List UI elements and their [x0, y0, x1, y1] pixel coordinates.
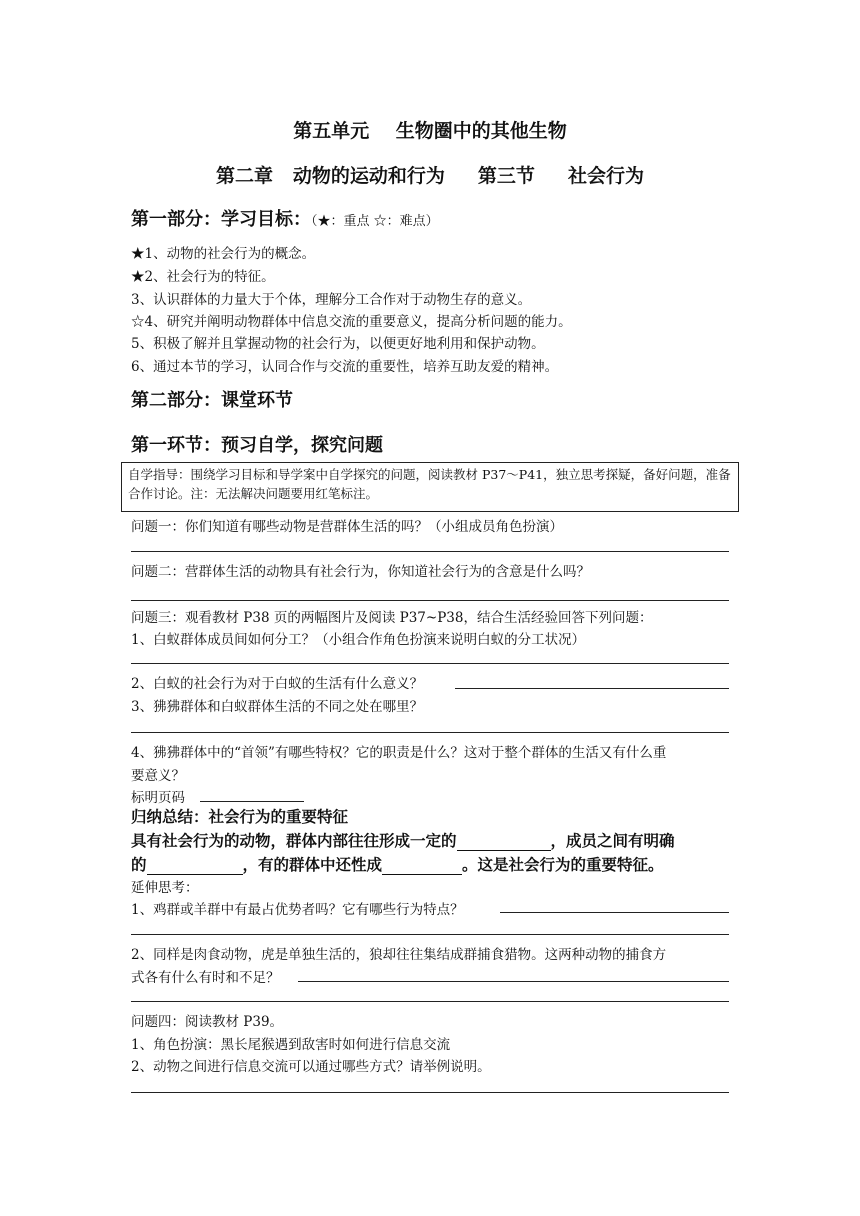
part1-heading-row [131, 205, 439, 231]
goal-item: 6、通过本节的学习，认同合作与交流的重要性，培养互助友爱的精神。 [131, 359, 559, 375]
part1-legend: （★：重点 ☆：难点） [311, 214, 439, 229]
answer-line[interactable] [131, 663, 729, 664]
answer-line[interactable] [131, 1001, 729, 1002]
part1-heading: 第一部分：学习目标： [131, 209, 311, 230]
goal-item: 5、积极了解并且掌握动物的社会行为，以便更好地利用和保护动物。 [131, 336, 545, 352]
question-3-4: 4、狒狒群体中的“首领”有哪些特权？它的职责是什么？这对于整个群体的生活又有什么重 [131, 745, 667, 761]
summary-text: ，有的群体中还性成 [242, 856, 383, 874]
summary-text: 具有社会行为的动物，群体内部往往形成一定的 [131, 832, 457, 850]
section1-heading: 第一环节：预习自学，探究问题 [131, 435, 383, 456]
extend-question-2-cont: 式各有什么有时和不足？ [131, 970, 280, 986]
goal-item: ★1、动物的社会行为的概念。 [131, 246, 316, 262]
page-mark-blank[interactable] [200, 801, 304, 802]
answer-line[interactable] [455, 688, 729, 689]
goal-item: ☆4、研究并阐明动物群体中信息交流的重要意义，提高分析问题的能力。 [131, 314, 572, 330]
summary-line-1 [131, 829, 675, 851]
self-study-guide-box [121, 462, 739, 512]
question-3: 问题三：观看教材 P38 页的两幅图片及阅读 P37~P38，结合生活经验回答下列问题： [131, 610, 653, 626]
answer-line[interactable] [131, 934, 729, 935]
question-3-2: 2、白蚁的社会行为对于白蚁的生活有什么意义？ [131, 676, 424, 692]
question-4-1: 1、角色扮演：黑长尾猴遇到敌害时如何进行信息交流 [131, 1037, 451, 1053]
extend-question-1: 1、鸡群或羊群中有最占优势者吗？它有哪些行为特点？ [131, 902, 464, 918]
summary-heading: 归纳总结：社会行为的重要特征 [131, 808, 349, 826]
summary-line-2 [131, 853, 664, 875]
goal-item: 3、认识群体的力量大于个体，理解分工合作对于动物生存的意义。 [131, 292, 532, 308]
answer-line[interactable] [298, 981, 729, 982]
unit-title: 第五单元 生物圈中的其他生物 [293, 120, 567, 142]
question-2: 问题二：营群体生活的动物具有社会行为，你知道社会行为的含意是什么吗？ [131, 564, 590, 580]
fill-blank[interactable] [382, 856, 462, 875]
summary-text: ，成员之间有明确 [550, 832, 675, 850]
answer-line[interactable] [131, 600, 729, 601]
part2-heading: 第二部分：课堂环节 [131, 390, 293, 411]
fill-blank[interactable] [457, 832, 551, 851]
question-1: 问题一：你们知道有哪些动物是营群体生活的吗？（小组成员角色扮演） [131, 519, 563, 535]
answer-line[interactable] [500, 912, 729, 913]
page-mark-label: 标明页码 [131, 790, 185, 806]
extend-heading: 延伸思考： [131, 880, 199, 896]
question-3-1: 1、白蚁群体成员间如何分工？（小组合作角色扮演来说明白蚁的分工状况） [131, 632, 586, 648]
answer-line[interactable] [131, 1092, 729, 1093]
question-4-2: 2、动物之间进行信息交流可以通过哪些方式？请举例说明。 [131, 1059, 491, 1075]
fill-blank[interactable] [147, 856, 243, 875]
question-3-4-cont: 要意义？ [131, 768, 185, 784]
question-3-3: 3、狒狒群体和白蚁群体生活的不同之处在哪里？ [131, 699, 424, 715]
self-study-guide-text: 自学指导：围绕学习目标和导学案中自学探究的问题，阅读教材 P37～P41，独立思考探疑，备好问题，准备合作讨论。注：无法解决问题要用红笔标注。 [128, 467, 731, 501]
summary-text: 的 [131, 856, 147, 874]
summary-text: 。这是社会行为的重要特征。 [462, 856, 664, 874]
answer-line[interactable] [131, 551, 729, 552]
chapter-title: 第二章 动物的运动和行为 第三节 社会行为 [216, 165, 644, 187]
extend-question-2: 2、同样是肉食动物，虎是单独生活的，狼却往往集结成群捕食猎物。这两种动物的捕食方 [131, 947, 667, 963]
answer-line[interactable] [131, 732, 729, 733]
question-4: 问题四：阅读教材 P39。 [131, 1014, 284, 1030]
goal-item: ★2、社会行为的特征。 [131, 269, 275, 285]
